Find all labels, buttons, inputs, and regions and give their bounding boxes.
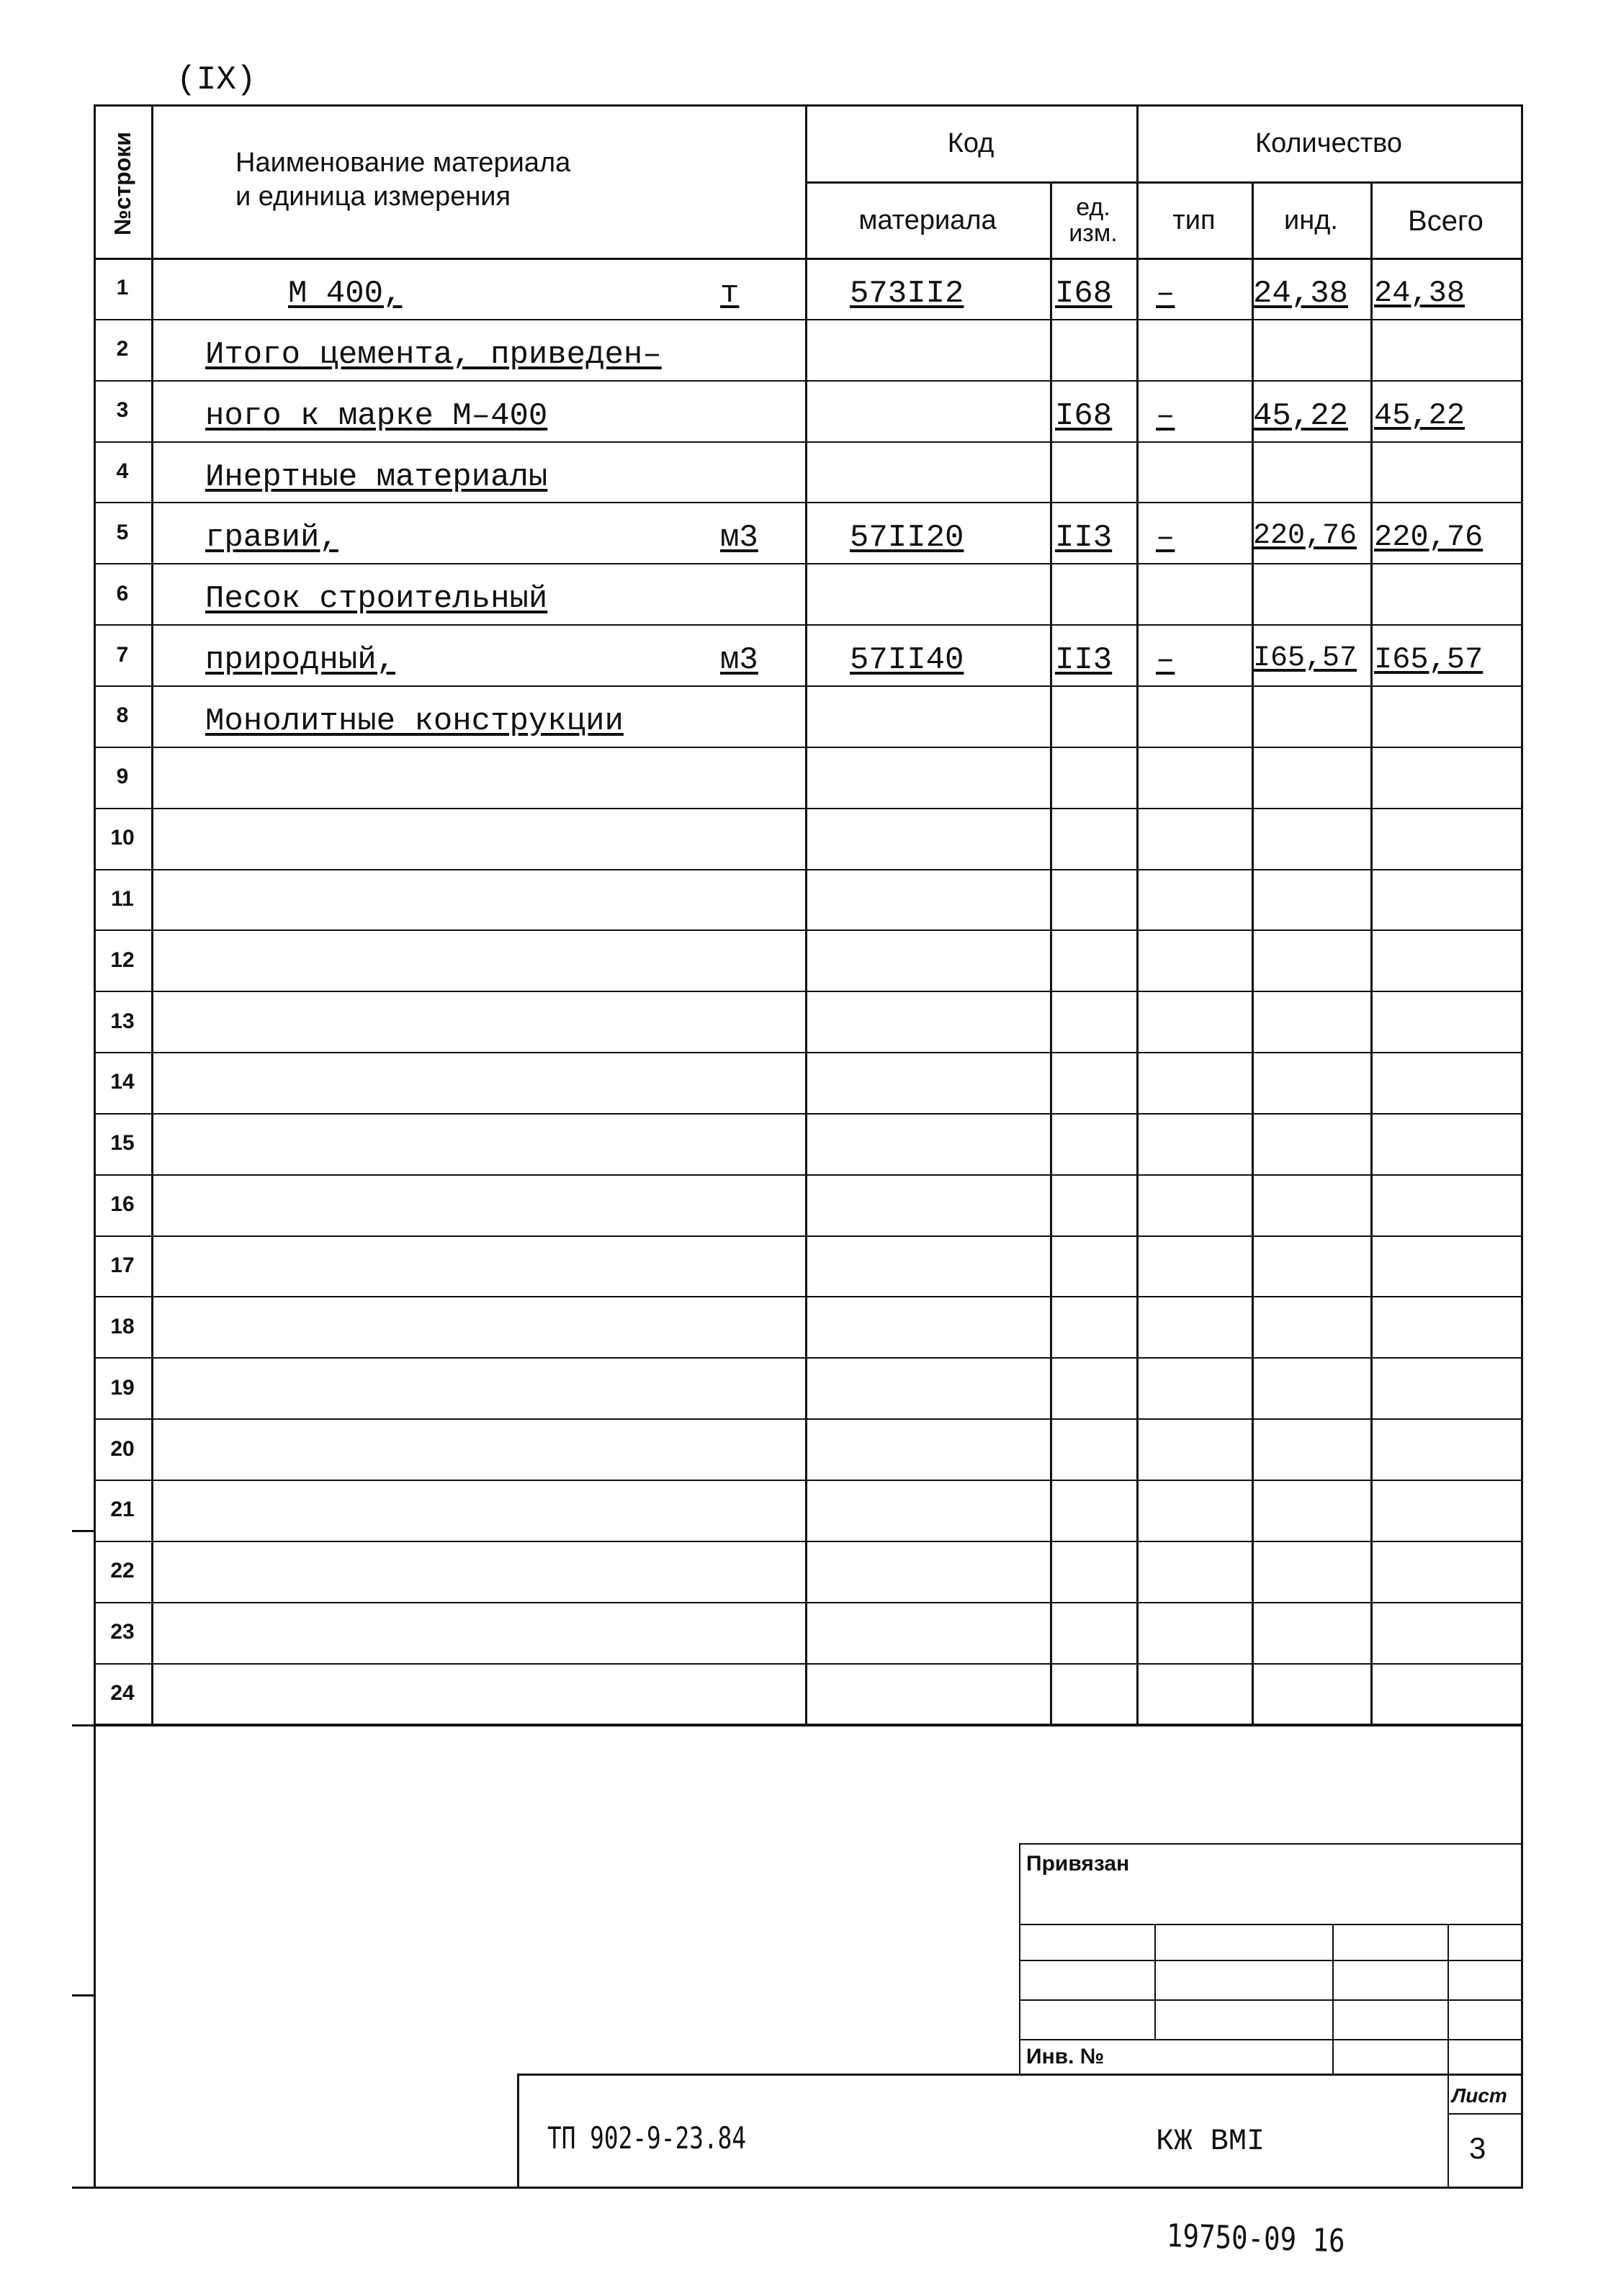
header-qty-type: тип bbox=[1172, 204, 1216, 235]
row-number: 21 bbox=[110, 1498, 135, 1522]
row-type-cell: – bbox=[1156, 520, 1175, 557]
row-number: 11 bbox=[111, 886, 134, 911]
margin-tick-1 bbox=[72, 1530, 95, 1532]
row-total-cell: 45,22 bbox=[1374, 397, 1465, 433]
row-number: 7 bbox=[116, 642, 129, 667]
stamp-document-code: ТП 902-9-23.84 bbox=[547, 2120, 747, 2156]
row-ind-cell: 24,38 bbox=[1253, 276, 1349, 312]
row-number: 19 bbox=[110, 1375, 135, 1400]
row-separator bbox=[94, 319, 1521, 320]
frame-bottom-border bbox=[72, 2187, 1523, 2189]
row-material-code-cell: 573II2 bbox=[850, 276, 964, 312]
row-separator bbox=[94, 441, 1521, 443]
row-type-cell: – bbox=[1156, 397, 1175, 434]
row-separator bbox=[94, 563, 1521, 564]
row-separator bbox=[94, 929, 1521, 931]
stamp-attached-label: Привязан bbox=[1026, 1852, 1130, 1876]
row-unit-code-cell: II3 bbox=[1055, 642, 1113, 679]
row-name-cell: Итого цемента, приведен– bbox=[205, 336, 662, 373]
stamp-inv-label: Инв. № bbox=[1026, 2045, 1105, 2068]
row-unit-cell: м3 bbox=[720, 520, 758, 557]
row-number: 17 bbox=[110, 1253, 135, 1278]
row-number: 16 bbox=[110, 1192, 135, 1217]
col-divider-material bbox=[1050, 181, 1052, 1724]
row-number: 13 bbox=[110, 1009, 135, 1033]
row-separator bbox=[94, 808, 1521, 809]
row-separator bbox=[94, 869, 1521, 870]
header-code-material: материала bbox=[858, 204, 997, 235]
row-ind-cell: 45,22 bbox=[1253, 397, 1349, 434]
row-name-cell: Песок строительный bbox=[205, 581, 548, 618]
row-total-cell: I65,57 bbox=[1374, 642, 1483, 677]
stamp-mark: КЖ ВМI bbox=[1156, 2124, 1265, 2158]
row-separator bbox=[94, 502, 1521, 503]
row-number: 24 bbox=[110, 1680, 135, 1705]
row-number: 23 bbox=[110, 1620, 135, 1644]
row-type-cell: – bbox=[1156, 642, 1175, 679]
footer-number: 19750-09 16 bbox=[1166, 2218, 1346, 2260]
row-separator bbox=[94, 1235, 1521, 1237]
row-name-cell: Монолитные конструкции bbox=[205, 703, 624, 739]
row-number: 15 bbox=[110, 1131, 135, 1156]
row-separator bbox=[94, 685, 1521, 687]
row-separator bbox=[94, 1296, 1521, 1297]
header-quantity: Количество bbox=[1254, 128, 1403, 159]
row-unit-code-cell: I68 bbox=[1055, 397, 1113, 434]
row-ind-cell: 220,76 bbox=[1253, 520, 1357, 553]
row-separator bbox=[94, 1052, 1521, 1053]
row-number: 5 bbox=[116, 520, 129, 544]
row-separator bbox=[94, 1663, 1521, 1665]
row-number: 18 bbox=[110, 1314, 135, 1338]
row-separator bbox=[94, 1174, 1521, 1176]
row-name-cell: М 400, bbox=[288, 276, 403, 312]
header-name: Наименование материала и единица измерения bbox=[235, 147, 571, 212]
row-number: 4 bbox=[116, 459, 129, 483]
row-separator bbox=[94, 380, 1521, 382]
row-separator bbox=[94, 1602, 1521, 1603]
row-separator bbox=[94, 1480, 1521, 1481]
stamp-sheet-label: Лист bbox=[1452, 2084, 1507, 2107]
row-material-code-cell: 57II20 bbox=[850, 520, 964, 557]
row-material-code-cell: 57II40 bbox=[850, 642, 964, 679]
header-code: Код bbox=[947, 128, 995, 159]
header-qty-ind: инд. bbox=[1284, 204, 1338, 235]
row-number: 9 bbox=[116, 765, 129, 789]
row-type-cell: – bbox=[1156, 276, 1175, 312]
row-name-cell: природный, bbox=[205, 642, 396, 679]
row-separator bbox=[94, 1357, 1521, 1359]
col-divider-ind bbox=[1370, 181, 1373, 1724]
row-unit-code-cell: I68 bbox=[1055, 276, 1113, 312]
row-name-cell: Инертные материалы bbox=[205, 459, 548, 495]
row-unit-cell: м3 bbox=[720, 642, 758, 679]
row-ind-cell: I65,57 bbox=[1253, 642, 1357, 675]
frame-top-border bbox=[94, 104, 1523, 107]
row-number: 2 bbox=[116, 337, 129, 361]
header-qty-total: Всего bbox=[1408, 204, 1483, 237]
col-divider-rownum bbox=[151, 104, 153, 1724]
row-separator bbox=[94, 747, 1521, 748]
col-divider-name bbox=[805, 104, 807, 1724]
row-number: 14 bbox=[110, 1070, 135, 1094]
row-separator bbox=[94, 1724, 1521, 1725]
row-unit-cell: т bbox=[720, 276, 740, 312]
sheet-marker: (IX) bbox=[176, 61, 256, 99]
header-code-unit: ед. изм. bbox=[1069, 193, 1118, 247]
row-number: 12 bbox=[110, 947, 135, 972]
row-total-cell: 220,76 bbox=[1374, 520, 1483, 555]
row-number: 6 bbox=[116, 581, 129, 605]
row-name-cell: гравий, bbox=[205, 520, 338, 557]
stamp-sheet-number: 3 bbox=[1469, 2131, 1486, 2165]
row-separator bbox=[94, 1418, 1521, 1420]
row-number: 20 bbox=[110, 1436, 135, 1461]
header-bottom-line bbox=[94, 258, 1521, 260]
row-total-cell: 24,38 bbox=[1374, 276, 1465, 310]
row-unit-code-cell: II3 bbox=[1055, 520, 1113, 557]
row-number: 22 bbox=[110, 1559, 135, 1583]
header-row-number: №строки bbox=[109, 132, 135, 235]
row-separator bbox=[94, 991, 1521, 992]
row-number: 10 bbox=[110, 826, 135, 850]
row-number: 8 bbox=[116, 703, 129, 728]
frame-right-border bbox=[1521, 104, 1523, 2189]
row-number: 3 bbox=[116, 398, 129, 423]
margin-tick-2 bbox=[72, 1994, 95, 1996]
col-divider-unit bbox=[1136, 104, 1139, 1724]
row-name-cell: ного к марке М–400 bbox=[205, 397, 548, 434]
row-separator bbox=[94, 624, 1521, 626]
row-number: 1 bbox=[116, 276, 129, 300]
row-separator bbox=[94, 1113, 1521, 1115]
row-separator bbox=[94, 1541, 1521, 1542]
